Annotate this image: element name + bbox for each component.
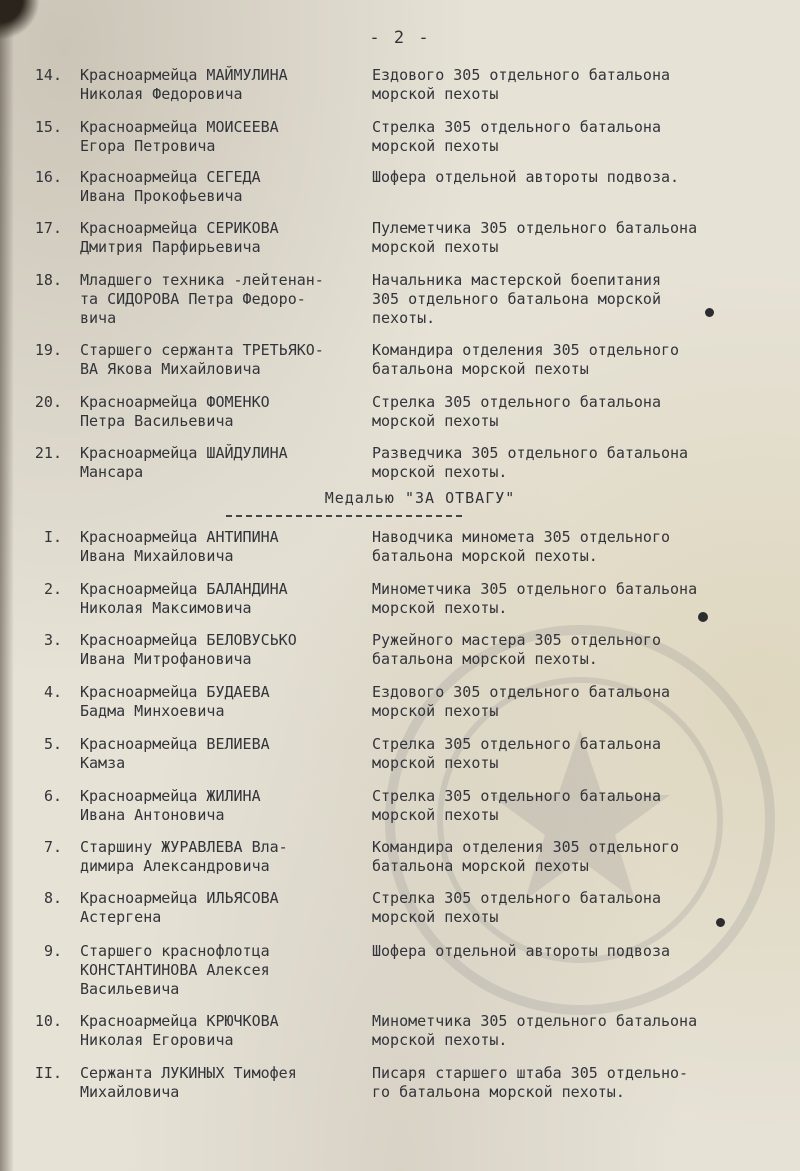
entry-number: 18. (34, 271, 62, 289)
ink-blot (705, 308, 714, 317)
entry-name: Красноармейца КРЮЧКОВА Николая Егоровича (80, 1012, 279, 1049)
entry-name: Красноармейца ИЛЬЯСОВА Астергена (80, 889, 279, 926)
entry-number: 7. (43, 838, 62, 856)
entry-role: Командира отделения 305 отдельного батальона морской пехоты (372, 341, 680, 378)
ink-blot (716, 918, 725, 927)
entry-role: Писаря старшего штаба 305 отдельно- го батальона морской пехоты. (372, 1064, 689, 1101)
ink-blot (698, 612, 708, 622)
list-item (0, 787, 800, 837)
entry-role: Ездового 305 отдельного батальона морской пехоты (372, 66, 671, 103)
entry-name: Красноармейца БАЛАНДИНА Николая Максимовича (80, 580, 288, 617)
entry-number: 10. (34, 1012, 62, 1030)
entry-number: 9. (43, 942, 62, 960)
entry-name: Красноармейца ЖИЛИНА Ивана Антоновича (80, 787, 261, 824)
entry-role: Стрелка 305 отдельного батальона морской пехоты (372, 735, 661, 772)
entry-number: 8. (43, 889, 62, 907)
list-item (0, 444, 800, 494)
entry-name: Красноармейца ФОМЕНКО Петра Васильевича (80, 393, 270, 430)
list-item (0, 838, 800, 888)
list-item (0, 66, 800, 116)
entry-role: Шофера отдельной автороты подвоза (372, 942, 671, 960)
entry-name: Младшего техника -лейтенан- та СИДОРОВА Петра Федоро- вича (80, 271, 324, 327)
list-item (0, 631, 800, 681)
entry-name: Красноармейца ВЕЛИЕВА Камза (80, 735, 270, 772)
entry-role: Ружейного мастера 305 отдельного батальона морской пехоты. (372, 631, 661, 668)
list-item (0, 118, 800, 168)
entry-role: Начальника мастерской боепитания 305 отдельного батальона морской пехоты. (372, 271, 661, 327)
entry-name: Красноармейца МОИСЕЕВА Егора Петровича (80, 118, 279, 155)
entry-number: 6. (43, 787, 62, 805)
medal-heading (0, 489, 800, 507)
entry-role: Стрелка 305 отдельного батальона морской пехоты (372, 889, 661, 926)
list-item (0, 271, 800, 333)
entry-role: Пулеметчика 305 отдельного батальона морской пехоты (372, 219, 698, 256)
entry-name: Красноармейца СЕГЕДА Ивана Прокофьевича (80, 168, 261, 205)
entry-name: Старшего сержанта ТРЕТЬЯКО- ВА Якова Михайловича (80, 341, 324, 378)
entry-role: Минометчика 305 отдельного батальона морской пехоты. (372, 580, 698, 617)
entry-name: Красноармейца БУДАЕВА Бадма Минхоевича (80, 683, 270, 720)
entry-role: Командира отделения 305 отдельного батальона морской пехоты (372, 838, 680, 875)
list-item (0, 393, 800, 443)
entry-number: 2. (43, 580, 62, 598)
entry-role: Шофера отдельной автороты подвоза. (372, 168, 680, 186)
entry-role: Стрелка 305 отдельного батальона морской пехоты (372, 787, 661, 824)
entry-name: Красноармейца БЕЛОВУСЬКО Ивана Митрофановича (80, 631, 297, 668)
entry-name: Старшину ЖУРАВЛЕВА Вла- димира Александровича (80, 838, 288, 875)
list-item (0, 219, 800, 269)
medal-heading-text: Медалью "ЗА ОТВАГУ" (324, 489, 516, 507)
entry-number: 4. (43, 683, 62, 701)
entry-number: 5. (43, 735, 62, 753)
entry-number: 16. (34, 168, 62, 186)
entry-role: Стрелка 305 отдельного батальона морской пехоты (372, 118, 661, 155)
list-item (0, 1064, 800, 1114)
entry-role: Наводчика миномета 305 отдельного батальона морской пехоты. (372, 528, 671, 565)
entry-name: Сержанта ЛУКИНЫХ Тимофея Михайловича (80, 1064, 297, 1101)
list-item (0, 683, 800, 733)
page-number: - 2 - (369, 28, 431, 48)
heading-underline (226, 515, 462, 517)
list-item (0, 580, 800, 630)
entry-number: 19. (34, 341, 62, 359)
entry-number: 17. (34, 219, 62, 237)
entry-name: Красноармейца СЕРИКОВА Дмитрия Парфирьевича (80, 219, 279, 256)
entry-number: I. (43, 528, 62, 546)
list-item (0, 735, 800, 785)
list-item (0, 341, 800, 391)
entry-number: 15. (34, 118, 62, 136)
list-item (0, 168, 800, 218)
entry-number: 14. (34, 66, 62, 84)
entry-role: Стрелка 305 отдельного батальона морской пехоты (372, 393, 661, 430)
entry-name: Старшего краснофлотца КОНСТАНТИНОВА Алексея Васильевича (80, 942, 270, 998)
entry-number: 20. (34, 393, 62, 411)
entry-number: II. (34, 1064, 62, 1082)
entry-role: Минометчика 305 отдельного батальона морской пехоты. (372, 1012, 698, 1049)
entry-number: 21. (34, 444, 62, 462)
entry-number: 3. (43, 631, 62, 649)
list-item (0, 889, 800, 939)
entry-name: Красноармейца АНТИПИНА Ивана Михайловича (80, 528, 279, 565)
entry-name: Красноармейца ШАЙДУЛИНА Мансара (80, 444, 288, 481)
entry-name: Красноармейца МАЙМУЛИНА Николая Федоровича (80, 66, 288, 103)
list-item (0, 528, 800, 578)
entry-role: Разведчика 305 отдельного батальона морской пехоты. (372, 444, 689, 481)
entry-role: Ездового 305 отдельного батальона морской пехоты (372, 683, 671, 720)
list-item (0, 1012, 800, 1062)
list-item (0, 942, 800, 1004)
